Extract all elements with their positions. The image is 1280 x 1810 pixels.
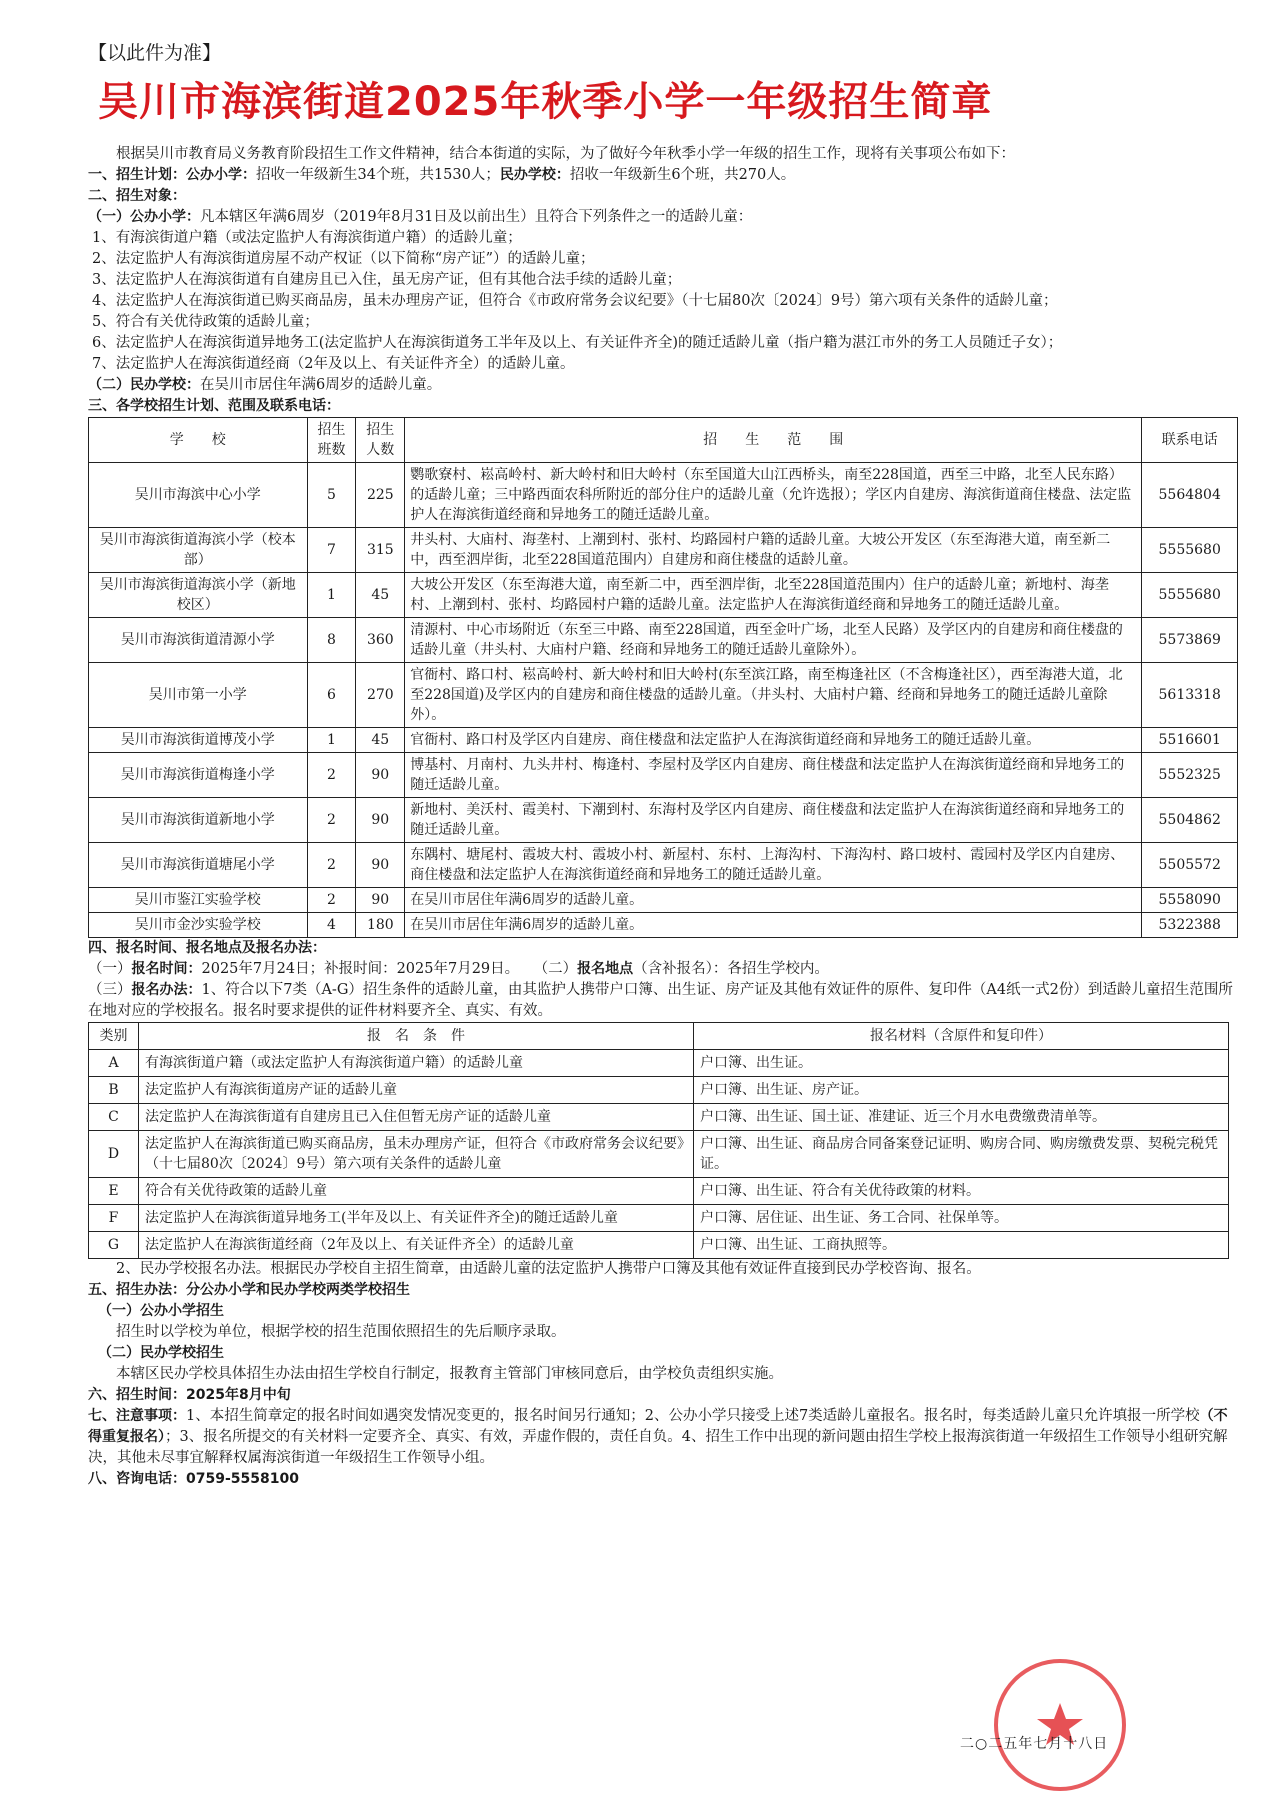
consult-phone: 0759-5558100 [186, 1471, 299, 1487]
school-name: 吴川市海滨街道博茂小学 [89, 728, 308, 753]
condition-item: 6、法定监护人在海滨街道异地务工(法定监护人在海滨街道务工半年及以上、有关证件齐全)的随迁适龄儿童（指户籍为湛江市外的务工人员随迁子女）； [92, 335, 1063, 351]
class-count: 8 [307, 618, 356, 663]
table-row [89, 913, 1238, 938]
student-count: 90 [356, 888, 405, 913]
time-label: 报名时间： [131, 961, 202, 977]
section-4-heading: 四、报名时间、报名地点及报名办法： [88, 940, 326, 956]
school-plan-table [88, 417, 1238, 938]
registration-method [88, 980, 1238, 1022]
section-3-heading: 三、各学校招生计划、范围及联系电话： [88, 398, 340, 414]
school-name: 吴川市海滨街道清源小学 [89, 618, 308, 663]
section-5-heading: 五、招生办法：分公办小学和民办学校两类学校招生 [88, 1282, 410, 1298]
table-row [89, 528, 1238, 573]
table-row [89, 1077, 1229, 1104]
public-plan-label: 公办小学： [186, 167, 256, 183]
contact-phone: 5558090 [1142, 888, 1238, 913]
public-admission-heading: （一）公办小学招生 [98, 1303, 224, 1319]
contact-phone: 5555680 [1142, 528, 1238, 573]
student-count: 180 [356, 913, 405, 938]
contact-phone: 5322388 [1142, 913, 1238, 938]
student-count: 90 [356, 753, 405, 798]
issue-date: 二○二五年七月十八日 [960, 1736, 1109, 1752]
private-target [88, 375, 1238, 396]
condition-item: 5、符合有关优待政策的适龄儿童； [92, 314, 319, 330]
contact-phone: 5564804 [1142, 463, 1238, 528]
private-admission-text: 本辖区民办学校具体招生办法由招生学校自行制定，报教育主管部门审核同意后，由学校负责组织实施。 [116, 1366, 783, 1382]
condition: 法定监护人有海滨街道房产证的适龄儿童 [139, 1077, 694, 1104]
enrollment-scope: 新地村、美沃村、霞美村、下潮到村、东海村及学区内自建房、商住楼盘和法定监护人在海滨街道经商和异地务工的随迁适龄儿童。 [405, 798, 1142, 843]
contact-phone: 5504862 [1142, 798, 1238, 843]
col-header-students: 招生人数 [356, 418, 405, 463]
table-row [89, 663, 1238, 728]
table-header-row [89, 418, 1238, 463]
materials: 户口簿、出生证、工商执照等。 [694, 1232, 1229, 1259]
class-count: 5 [307, 463, 356, 528]
materials: 户口簿、居住证、出生证、务工合同、社保单等。 [694, 1205, 1229, 1232]
section-1 [88, 165, 1238, 186]
contact-phone: 5505572 [1142, 843, 1238, 888]
category: F [89, 1205, 139, 1232]
materials: 户口簿、出生证、符合有关优待政策的材料。 [694, 1178, 1229, 1205]
contact-phone: 5552325 [1142, 753, 1238, 798]
student-count: 45 [356, 728, 405, 753]
class-count: 6 [307, 663, 356, 728]
class-count: 1 [307, 728, 356, 753]
col-header-materials: 报名材料（含原件和复印件） [694, 1023, 1229, 1050]
method-label: 报名办法： [131, 982, 202, 998]
contact-phone: 5573869 [1142, 618, 1238, 663]
table-row [89, 573, 1238, 618]
private-target-label: （二）民办学校： [88, 377, 200, 393]
enrollment-scope: 东隅村、塘尾村、霞坡大村、霞坡小村、新屋村、东村、上海沟村、下海沟村、路口坡村、霞园村及学区内自建房、商住楼盘和法定监护人在海滨街道经商和异地务工的随迁适龄儿童。 [405, 843, 1142, 888]
materials: 户口簿、出生证。 [694, 1050, 1229, 1077]
condition: 法定监护人在海滨街道经商（2年及以上、有关证件齐全）的适龄儿童 [139, 1232, 694, 1259]
enrollment-scope: 博基村、月南村、九头井村、梅逢村、李屋村及学区内自建房、商住楼盘和法定监护人在海滨街道经商和异地务工的随迁适龄儿童。 [405, 753, 1142, 798]
student-count: 90 [356, 798, 405, 843]
enrollment-scope: 官衙村、路口村及学区内自建房、商住楼盘和法定监护人在海滨街道经商和异地务工的随迁适龄儿童。 [405, 728, 1142, 753]
enrollment-scope: 在吴川市居住年满6周岁的适龄儿童。 [405, 888, 1142, 913]
public-admission-text: 招生时以学校为单位，根据学校的招生范围依照招生的先后顺序录取。 [116, 1324, 566, 1340]
enrollment-scope: 井头村、大庙村、海垄村、上潮到村、张村、均路园村户籍的适龄儿童。大坡公开发区（东至海港大道，南至新二中，西至泗岸街，北至228国道范围内）自建房和商住楼盘的适龄儿童。 [405, 528, 1142, 573]
school-name: 吴川市海滨街道海滨小学（新地校区） [89, 573, 308, 618]
enrollment-scope: 鹦歌寮村、崧高岭村、新大岭村和旧大岭村（东至国道大山江西桥头，南至228国道，西至三中路，北至人民东路）的适龄儿童；三中路西面农科所附近的部分住户的适龄儿童（允许选报）；学区内自建房、海滨街道商住楼盘、法定监护人在海滨街道经商和异地务工的随迁适龄儿童。 [405, 463, 1142, 528]
table-row [89, 618, 1238, 663]
intro-paragraph: 根据吴川市教育局义务教育阶段招生工作文件精神，结合本街道的实际，为了做好今年秋季小学一年级的招生工作，现将有关事项公布如下： [116, 146, 1015, 162]
col-header-classes: 招生班数 [307, 418, 356, 463]
condition-item: 4、法定监护人在海滨街道已购买商品房，虽未办理房产证，但符合《市政府常务会议纪要》（十七届80次〔2024〕9号）第六项有关条件的适龄儿童； [92, 293, 1058, 309]
section-6 [88, 1385, 1238, 1406]
table-row [89, 753, 1238, 798]
school-name: 吴川市海滨街道梅逢小学 [89, 753, 308, 798]
place-prefix: （二） [533, 961, 578, 977]
table-row [89, 888, 1238, 913]
private-registration-method: 2、民办学校报名办法。根据民办学校自主招生简章，由适龄儿童的法定监护人携带户口簿及其他有效证件直接到民办学校咨询、报名。 [116, 1261, 981, 1277]
private-target-text: 在吴川市居住年满6周岁的适龄儿童。 [200, 377, 442, 393]
section-2-heading: 二、招生对象： [88, 188, 186, 204]
section-7-heading: 七、注意事项： [88, 1408, 186, 1424]
table-header-row [89, 1023, 1229, 1050]
contact-phone: 5555680 [1142, 573, 1238, 618]
materials: 户口簿、出生证、房产证。 [694, 1077, 1229, 1104]
col-header-scope: 招 生 范 围 [405, 418, 1142, 463]
table-row [89, 1050, 1229, 1077]
class-count: 7 [307, 528, 356, 573]
condition-item: 3、法定监护人在海滨街道有自建房且已入住，虽无房产证，但有其他合法手续的适龄儿童； [92, 272, 682, 288]
enrollment-scope: 官衙村、路口村、崧高岭村、新大岭村和旧大岭村(东至滨江路，南至梅逢社区（不含梅逢社区），西至海港大道，北至228国道)及学区内的自建房和商住楼盘的适龄儿童。（井头村、大庙村户籍、经商和异地务工的随迁适龄儿童除外）。 [405, 663, 1142, 728]
notes-text-2: ；3、报名所提交的有关材料一定要齐全、真实、有效，弄虚作假的，责任自负。4、招生工作中出现的新问题由招生学校上报海滨街道一年级招生工作领导小组研究解决，其他未尽事宜解释权属海滨街道一年级招生工作领导小组。 [88, 1429, 1228, 1466]
condition-item: 1、有海滨街道户籍（或法定监护人有海滨街道户籍）的适龄儿童； [92, 230, 522, 246]
condition: 法定监护人在海滨街道异地务工(半年及以上、有关证件齐全)的随迁适龄儿童 [139, 1205, 694, 1232]
class-count: 2 [307, 888, 356, 913]
condition-item: 7、法定监护人在海滨街道经商（2年及以上、有关证件齐全）的适龄儿童。 [92, 356, 575, 372]
category: C [89, 1104, 139, 1131]
condition: 有海滨街道户籍（或法定监护人有海滨街道户籍）的适龄儿童 [139, 1050, 694, 1077]
school-name: 吴川市海滨街道新地小学 [89, 798, 308, 843]
public-plan-text: 招收一年级新生34个班，共1530人； [256, 167, 500, 183]
category: D [89, 1131, 139, 1178]
place-text: （含补报名）：各招生学校内。 [633, 961, 829, 977]
class-count: 2 [307, 798, 356, 843]
admission-date: 2025年8月中旬 [186, 1387, 291, 1403]
col-header-phone: 联系电话 [1142, 418, 1238, 463]
school-name: 吴川市金沙实验学校 [89, 913, 308, 938]
enrollment-scope: 大坡公开发区（东至海港大道，南至新二中，西至泗岸街，北至228国道范围内）住户的适龄儿童；新地村、海垄村、上潮到村、张村、均路园村户籍的适龄儿童。法定监护人在海滨街道经商和异地务工的随迁适龄儿童。 [405, 573, 1142, 618]
registration-conditions-table [88, 1022, 1229, 1259]
section-8 [88, 1469, 1238, 1490]
public-target-text: 凡本辖区年满6周岁（2019年8月31日及以前出生）且符合下列条件之一的适龄儿童： [200, 209, 753, 225]
school-name: 吴川市第一小学 [89, 663, 308, 728]
place-label: 报名地点 [577, 961, 634, 977]
condition: 法定监护人在海滨街道有自建房且已入住但暂无房产证的适龄儿童 [139, 1104, 694, 1131]
col-header-category: 类别 [89, 1023, 139, 1050]
notes-text-1: 1、本招生简章定的报名时间如遇突发情况变更的，报名时间另行通知；2、公办小学只接受上述7类适龄儿童报名。报名时，每类适龄儿童只允许填报一所学校 [186, 1408, 1200, 1424]
private-admission-heading: （二）民办学校招生 [98, 1345, 224, 1361]
school-name: 吴川市海滨街道塘尾小学 [89, 843, 308, 888]
category: A [89, 1050, 139, 1077]
private-plan-label: 民办学校： [499, 167, 570, 183]
table-row [89, 463, 1238, 528]
materials: 户口簿、出生证、国土证、准建证、近三个月水电费缴费清单等。 [694, 1104, 1229, 1131]
section-8-heading: 八、咨询电话： [88, 1471, 186, 1487]
table-row [89, 1232, 1229, 1259]
class-count: 4 [307, 913, 356, 938]
enrollment-scope: 清源村、中心市场附近（东至三中路、南至228国道，西至金叶广场，北至人民路）及学区内的自建房和商住楼盘的适龄儿童（井头村、大庙村户籍、经商和异地务工的随迁适龄儿童除外）。 [405, 618, 1142, 663]
official-version-tag: 【以此件为准】 [88, 42, 222, 64]
condition-item: 2、法定监护人有海滨街道房屋不动产权证（以下简称“房产证”）的适龄儿童； [92, 251, 595, 267]
table-row [89, 1104, 1229, 1131]
student-count: 90 [356, 843, 405, 888]
condition: 符合有关优待政策的适龄儿童 [139, 1178, 694, 1205]
table-row [89, 1131, 1229, 1178]
materials: 户口簿、出生证、商品房合同备案登记证明、购房合同、购房缴费发票、契税完税凭证。 [694, 1131, 1229, 1178]
method-text: 1、符合以下7类（A-G）招生条件的适龄儿童，由其监护人携带户口簿、出生证、房产证及其他有效证件的原件、复印件（A4纸一式2份）到适龄儿童招生范围所在地对应的学校报名。报名时要求提供的证件材料要齐全、真实、有效。 [88, 982, 1233, 1019]
contact-phone: 5516601 [1142, 728, 1238, 753]
registration-time [88, 959, 1238, 980]
table-row [89, 1205, 1229, 1232]
page-title: 吴川市海滨街道2025年秋季小学一年级招生简章 [98, 79, 993, 125]
time-prefix: （一） [88, 961, 132, 977]
document-page [88, 40, 1238, 1490]
table-row [89, 843, 1238, 888]
enrollment-scope: 在吴川市居住年满6周岁的适龄儿童。 [405, 913, 1142, 938]
class-count: 2 [307, 843, 356, 888]
student-count: 360 [356, 618, 405, 663]
public-target-label: （一）公办小学： [88, 209, 200, 225]
category: B [89, 1077, 139, 1104]
table-row [89, 728, 1238, 753]
condition-list [88, 228, 1238, 375]
official-seal-stamp [990, 1655, 1130, 1795]
section-1-heading: 一、招生计划： [88, 167, 186, 183]
private-plan-text: 招收一年级新生6个班，共270人。 [569, 167, 796, 183]
col-header-school: 学 校 [89, 418, 308, 463]
contact-phone: 5613318 [1142, 663, 1238, 728]
category: E [89, 1178, 139, 1205]
notes-bold: （不得重复报名） [88, 1408, 1228, 1445]
class-count: 1 [307, 573, 356, 618]
school-name: 吴川市鉴江实验学校 [89, 888, 308, 913]
school-name: 吴川市海滨街道海滨小学（校本部） [89, 528, 308, 573]
student-count: 270 [356, 663, 405, 728]
school-name: 吴川市海滨中心小学 [89, 463, 308, 528]
method-prefix: （三） [88, 982, 132, 998]
table-row [89, 1178, 1229, 1205]
public-target [88, 207, 1238, 228]
table-row [89, 798, 1238, 843]
col-header-condition: 报 名 条 件 [139, 1023, 694, 1050]
student-count: 315 [356, 528, 405, 573]
section-6-heading: 六、招生时间： [88, 1387, 186, 1403]
time-text: 2025年7月24日；补报时间：2025年7月29日。 [201, 961, 520, 977]
student-count: 225 [356, 463, 405, 528]
condition: 法定监护人在海滨街道已购买商品房，虽未办理房产证，但符合《市政府常务会议纪要》（十七届80次〔2024〕9号）第六项有关条件的适龄儿童 [139, 1131, 694, 1178]
class-count: 2 [307, 753, 356, 798]
category: G [89, 1232, 139, 1259]
section-7 [88, 1406, 1238, 1469]
student-count: 45 [356, 573, 405, 618]
